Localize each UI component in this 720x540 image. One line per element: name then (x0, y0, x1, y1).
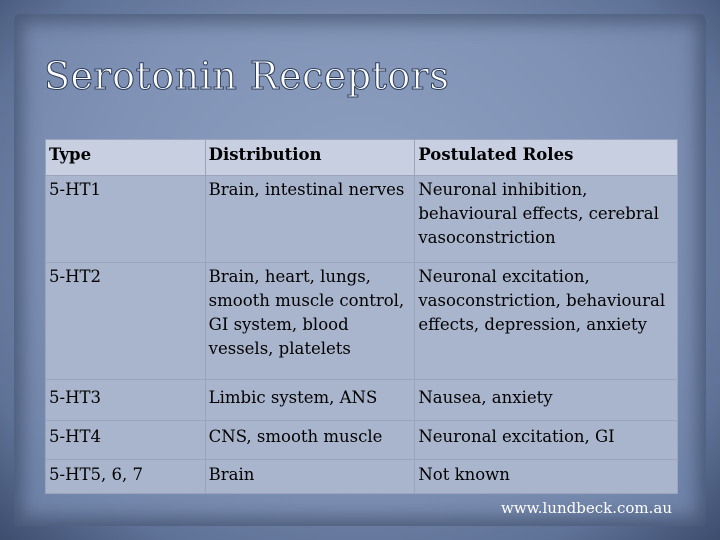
cell-distribution: CNS, smooth muscle (205, 421, 415, 460)
header-type: Type (46, 140, 206, 176)
cell-roles: Neuronal excitation, vasoconstriction, behavioural effects, depression, anxiety (415, 263, 678, 380)
cell-type: 5-HT2 (46, 263, 206, 380)
cell-roles: Neuronal inhibition, behavioural effects, cerebral vasoconstriction (415, 176, 678, 263)
table-row (46, 263, 678, 380)
cell-type: 5-HT5, 6, 7 (46, 460, 206, 494)
cell-roles: Nausea, anxiety (415, 380, 678, 421)
cell-distribution: Brain, heart, lungs, smooth muscle control, GI system, blood vessels, platelets (205, 263, 415, 380)
header-postulated-roles: Postulated Roles (415, 140, 678, 176)
source-url: www.lundbeck.com.au (501, 499, 672, 517)
table-row (46, 421, 678, 460)
header-distribution: Distribution (205, 140, 415, 176)
cell-distribution: Brain, intestinal nerves (205, 176, 415, 263)
cell-type: 5-HT3 (46, 380, 206, 421)
table-row (46, 380, 678, 421)
cell-type: 5-HT4 (46, 421, 206, 460)
cell-distribution: Limbic system, ANS (205, 380, 415, 421)
cell-type: 5-HT1 (46, 176, 206, 263)
receptor-table (45, 139, 678, 494)
table-header-row (46, 140, 678, 176)
cell-roles: Neuronal excitation, GI (415, 421, 678, 460)
table-row (46, 460, 678, 494)
slide-title: Serotonin Receptors (44, 54, 450, 98)
table-row (46, 176, 678, 263)
cell-distribution: Brain (205, 460, 415, 494)
cell-roles: Not known (415, 460, 678, 494)
